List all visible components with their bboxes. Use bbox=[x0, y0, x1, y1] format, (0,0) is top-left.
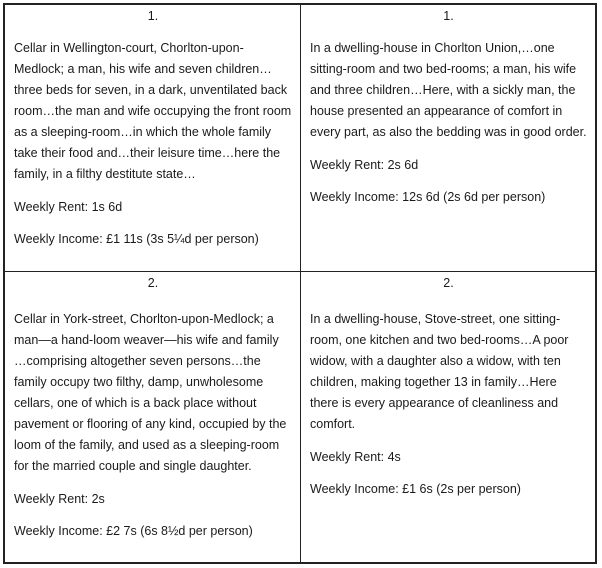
comparison-table bbox=[3, 3, 597, 564]
case-number: 2. bbox=[147, 276, 159, 290]
case-number: 1. bbox=[147, 9, 159, 23]
table-cell-row2-right bbox=[301, 272, 595, 562]
weekly-rent: Weekly Rent: 1s 6d bbox=[14, 200, 123, 214]
case-description: Cellar in York-street, Chorlton-upon-Medlock; a man—a hand-loom weaver—his wife and family …comprising altogether seven persons…the family occupy two filthy, damp, unwholesome cellars, one of which is a back place without pavement or flooring of any kind, occupied by the loom of the family, and used as a sleeping-room for the married couple and single daughter. bbox=[14, 312, 287, 473]
weekly-rent: Weekly Rent: 4s bbox=[310, 450, 401, 464]
table-cell-row1-left bbox=[5, 5, 301, 272]
weekly-rent: Weekly Rent: 2s bbox=[14, 492, 105, 506]
weekly-income: Weekly Income: 12s 6d (2s 6d per person) bbox=[310, 190, 546, 204]
case-description: Cellar in Wellington-court, Chorlton-upon-Medlock; a man, his wife and seven children…three beds for seven, in a dark, unventilated back room…the man and wife occupying the front room as a sleeping-room…in which the whole family take their food and…their leisure time…here the family, in a filthy destitute state… bbox=[14, 41, 292, 181]
case-description: In a dwelling-house, Stove-street, one sitting-room, one kitchen and two bed-rooms…A poor widow, with a daughter also a widow, with ten children, making together 13 in family…Here there is every appearance of cleanliness and comfort. bbox=[310, 312, 569, 431]
case-description: In a dwelling-house in Chorlton Union,…one sitting-room and two bed-rooms; a man, his wife and three children…Here, with a sickly man, the house presented an appearance of comfort in every part, as also the bedding was in good order. bbox=[310, 41, 587, 139]
weekly-income: Weekly Income: £1 11s (3s 5¼d per person) bbox=[14, 232, 259, 246]
weekly-income: Weekly Income: £1 6s (2s per person) bbox=[310, 482, 521, 496]
table-cell-row1-right bbox=[301, 5, 595, 272]
weekly-rent: Weekly Rent: 2s 6d bbox=[310, 158, 419, 172]
table-cell-row2-left bbox=[5, 272, 301, 562]
case-number: 2. bbox=[443, 276, 454, 290]
case-number: 1. bbox=[443, 9, 454, 23]
weekly-income: Weekly Income: £2 7s (6s 8½d per person) bbox=[14, 524, 253, 538]
